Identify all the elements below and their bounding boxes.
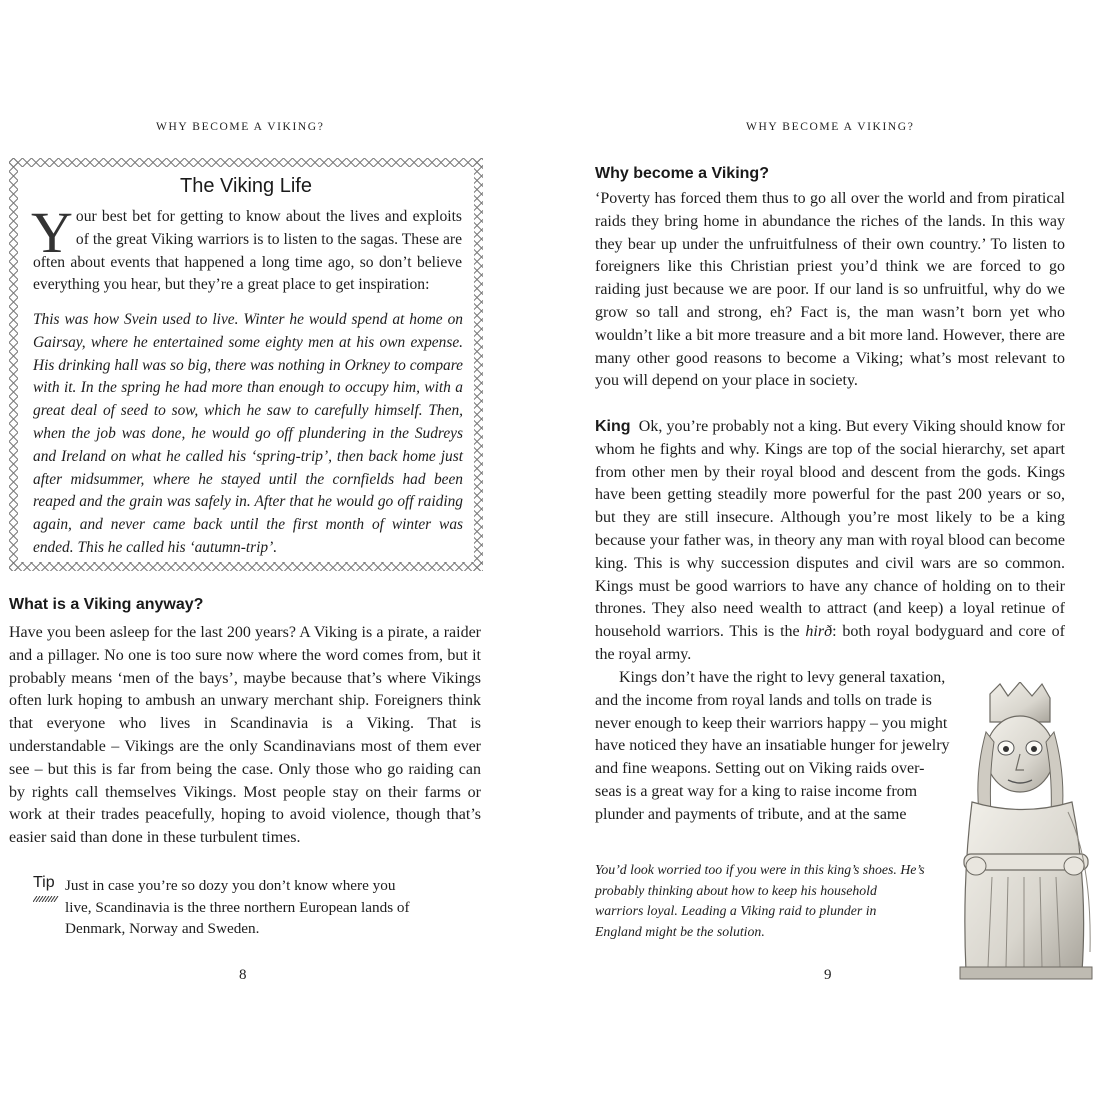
body-paragraph: Have you been asleep for the last 200 years? A Viking is a pirate, a raider and a pillager. No one is too sure now where the word comes from, but it probably means ‘men of the bays’, maybe because that’s where Vikings often lurk hoping to ambush an unwary merchant ship. Foreigners think that everyone who lives in Scandinavia is a Viking. That is understandable – Vikings are the only Scandinavians most of them ever see – but this is far from being the case. Only those who go raiding can by rights call themselves Vikings. Most people stay on their farms or work at their trades peacefully, hoping to avoid violence, though that’s easier said than done in these turbulent times. (9, 624, 481, 847)
para-line: never enough to keep their warriors happy – you might (595, 714, 948, 732)
feature-intro (31, 200, 462, 297)
king-text-a: Ok, you’re probably not a king. But every Viking should know for whom he fights and why. Kings are top of the social hierarchy, set apart from other men by their royal blood and descent from the gods. Kings have been getting steadily more powerful for the past 200 years or so, but they are still insecure. Although you’re most likely to be a king because your father was, in theory any man with royal blood can become king. This is why succession disputes and civil wars are so common. Kings must be good warriors to have any chance of holding on to their thrones. They also need wealth to attract (and keep) a loyal retinue of household warriors. This is the (595, 418, 1066, 641)
tip-label: Tip (33, 874, 55, 891)
tip-hatch-icon (33, 896, 59, 902)
tip-text: Just in case you’re so dozy you don’t know where you live, Scandinavia is the three northern European lands of Denmark, Norway and Sweden. (65, 877, 410, 937)
body-paragraph: ‘Poverty has forced them thus to go all over the world and from piratical raids they bring home in abundance the riches of the lands. In this way they bear up under the unfruitfulness of their own country.’ To listen to foreigners like this Christian priest you’d think we are forced to go raiding just because we are poor. If our land is so unfruitful, why do we grow so tall and strong, eh? Fact is, the man wasn’t born yet who wouldn’t like a bit more treasure and a bit more land. However, there are many other good reasons to become a Viking; what’s most relevant to you will depend on your place in society. (595, 190, 1065, 390)
running-head-left: WHY BECOME A VIKING? (156, 121, 325, 133)
king-text-b: : both royal bodyguard and core of the royal army. (595, 623, 1065, 663)
page-number-right: 9 (824, 967, 832, 983)
section-body-what-is-a-viking (9, 622, 481, 850)
feature-box-viking-life (9, 158, 483, 571)
drop-cap: Y (31, 200, 73, 265)
section-heading-what-is-a-viking: What is a Viking anyway? (9, 596, 204, 613)
para-line: have noticed they have an insatiable hunger for jewelry (595, 737, 950, 755)
para-taxation (595, 667, 950, 827)
para-why-become (595, 188, 1065, 393)
page-number-left: 8 (239, 967, 247, 983)
para-line: plunder and payments of tribute, and at the same (595, 805, 907, 823)
para-line: and fine weapons. Setting out on Viking raids over- (595, 760, 925, 778)
running-head-right: WHY BECOME A VIKING? (746, 121, 915, 133)
right-page (552, 0, 1105, 1105)
left-page (0, 0, 552, 1105)
feature-title: The Viking Life (180, 175, 312, 197)
figure-caption: You’d look worried too if you were in this king’s shoes. He’s probably thinking about how to keep his household warriors loyal. Leading a Viking raid to plunder in England might be the solution. (595, 862, 925, 939)
term-hird: hirð (805, 623, 833, 641)
para-line: and the income from royal lands and tolls on trade is (595, 691, 932, 709)
saga-quote: This was how Svein used to live. Winter he would spend at home on Gairsay, where he entertained some eighty men at his own expense. His drinking hall was so big, there was nothing in Orkney to compare with it. In the spring he had more than enough to occupy him, with a great deal of seed to sow, which he saw to carefully himself. Then, when the job was done, he would go off plundering in the Sudreys and Ireland on what he called his ‘spring-trip’, then back home just after midsummer, where he stayed until the cornfields had been reaped and the grain was safely in. After that he would go off raiding again, and never came back until the first month of winter was ended. This he called his ‘autumn-trip’. (33, 311, 463, 556)
run-in-king: King (595, 418, 631, 435)
para-king (595, 416, 1065, 667)
para-line: seas is a great way for a king to raise income from (595, 782, 918, 800)
section-heading-why-become-a-viking: Why become a Viking? (595, 165, 769, 182)
chess-king-figure-icon (942, 682, 1105, 984)
para-line: Kings don’t have the right to levy general taxation, (619, 669, 946, 686)
feature-intro-text: our best bet for getting to know about the lives and exploits of the great Viking warriors is to listen to the sagas. These are often about events that happened a long time ago, so don’t believe everything you hear, but they’re a great place to get inspiration: (33, 208, 462, 294)
